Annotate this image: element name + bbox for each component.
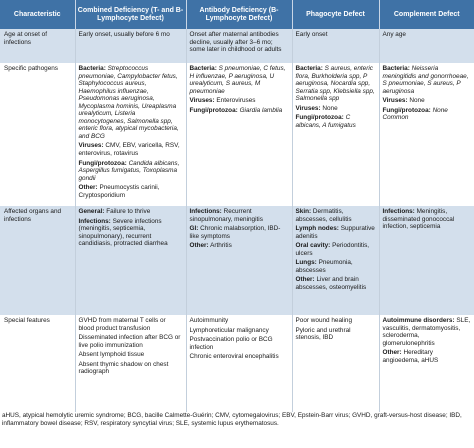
cell-paragraph-text: Meningitis, disseminated gonococcal infection, septicemia — [382, 208, 455, 231]
row-special-features-antibody-deficiency-cell — [186, 315, 292, 412]
table-footnote: aHUS, atypical hemolytic uremic syndrome; BCG, bacille Calmette-Guérin; CMV, cytomegalovirus; EBV, Epstein-Barr virus; GVHD, graft-versus-host disease; IBD, inflammatory bowel disease; RSV, respiratory syncytial virus; SLE, systemic lupus erythematosus. — [2, 412, 462, 427]
cell-paragraph-text: Chronic malabsorption, IBD-like symptoms — [189, 225, 281, 240]
cell-paragraph — [296, 65, 376, 103]
cell-paragraph — [296, 276, 376, 291]
cell-paragraph-label: Skin: — [295, 208, 312, 215]
row-affected-organs-combined-deficiency-cell — [75, 206, 186, 315]
cell-paragraph-label: Fungi/protozoa: — [189, 106, 238, 114]
cell-paragraph — [296, 31, 376, 39]
table-row — [0, 206, 474, 315]
cell-paragraph-text: CMV, EBV, varicella, RSV, enterovirus, rotavirus — [78, 142, 180, 158]
cell-paragraph — [190, 225, 289, 240]
cell-paragraph-label: Bacteria: — [78, 65, 106, 72]
cell-paragraph — [79, 65, 183, 140]
cell-paragraph-text: Onset after maternal antibodies decline, usually after 3–6 mo; some later in childhood or adults — [189, 31, 282, 54]
cell-paragraph-text: Periodontitis, ulcers — [295, 242, 370, 257]
cell-paragraph-text: Absent thymic shadow on chest radiograph — [78, 360, 169, 376]
cell-paragraph-text: None — [409, 97, 425, 105]
column-header-phagocyte-defect: Phagocyte Defect — [292, 0, 379, 29]
cell-paragraph — [79, 160, 183, 183]
row-specific-pathogens-combined-deficiency-cell — [75, 63, 186, 206]
cell-paragraph — [296, 242, 376, 257]
cell-paragraph-label: Infections: — [78, 217, 111, 225]
cell-paragraph — [296, 317, 376, 325]
cell-paragraph-label: GI: — [189, 225, 199, 233]
cell-paragraph-text: None — [322, 104, 338, 112]
cell-paragraph-text: Disseminated infection after BCG or live polio immunization — [78, 334, 181, 349]
cell-paragraph — [79, 351, 183, 359]
cell-paragraph-text: Poor wound healing — [295, 317, 352, 324]
cell-paragraph — [383, 97, 472, 105]
cell-paragraph — [190, 327, 289, 335]
cell-paragraph — [383, 349, 472, 364]
cell-paragraph — [296, 114, 376, 129]
cell-paragraph-text: Hereditary angioedema, aHUS — [382, 349, 439, 364]
cell-paragraph — [79, 317, 183, 332]
cell-paragraph — [190, 31, 289, 54]
cell-paragraph-label: Other: — [382, 349, 402, 357]
cell-paragraph-text: Candida albicans, Aspergillus fumigatus, Toxoplasma gondii — [78, 159, 180, 182]
cell-paragraph-text: Lymphoreticular malignancy — [189, 326, 269, 334]
cell-paragraph — [79, 184, 183, 199]
cell-paragraph-label: Infections: — [189, 208, 222, 215]
cell-paragraph-text: Pneumocystis carinii, Cryptosporidium — [78, 184, 160, 199]
row-age-at-onset-combined-deficiency-cell — [75, 29, 186, 63]
row-specific-pathogens-complement-defect-cell — [379, 63, 474, 206]
cell-paragraph — [79, 218, 183, 248]
cell-paragraph-text: Failure to thrive — [106, 208, 151, 215]
cell-paragraph-label: Bacteria: — [189, 65, 217, 72]
cell-paragraph — [383, 31, 472, 39]
cell-paragraph-text: Giardia lamblia — [239, 106, 283, 114]
cell-paragraph — [79, 334, 183, 349]
cell-paragraph-text: Streptococcus pneumoniae, Campylobacter fetus, Staphylococcus aureus, Haemophilus influenzae, Pseudomonas aeruginosa, Mycoplasma hominis, Ureaplasma urealyticum, Listeria monocytogenes, Salmonella spp, enteric flora, atypical mycobacteria, and BCG — [78, 65, 179, 140]
row-age-at-onset-phagocyte-defect-cell — [292, 29, 379, 63]
row-special-features-combined-deficiency-cell — [75, 315, 186, 412]
row-affected-organs-label: Affected organs and infections — [0, 206, 75, 315]
row-age-at-onset-complement-defect-cell — [379, 29, 474, 63]
cell-paragraph — [383, 317, 472, 347]
row-specific-pathogens-label: Specific pathogens — [0, 63, 75, 206]
table-row — [0, 63, 474, 206]
cell-paragraph — [383, 65, 472, 95]
cell-paragraph-label: Autoimmune disorders: — [382, 317, 455, 324]
cell-paragraph-text: Absent lymphoid tissue — [78, 351, 145, 359]
table-row — [0, 29, 474, 63]
column-header-complement-defect: Complement Defect — [379, 0, 474, 29]
cell-paragraph — [296, 225, 376, 240]
cell-paragraph-text: Autoimmunity — [189, 317, 229, 324]
row-affected-organs-complement-defect-cell — [379, 206, 474, 315]
row-age-at-onset-antibody-deficiency-cell — [186, 29, 292, 63]
cell-paragraph-label: Fungi/protozoa: — [382, 106, 431, 114]
row-specific-pathogens-phagocyte-defect-cell — [292, 63, 379, 206]
row-special-features-complement-defect-cell — [379, 315, 474, 412]
cell-paragraph-text: Early onset, usually before 6 mo — [78, 31, 170, 38]
cell-paragraph-label: Infections: — [382, 208, 415, 215]
table-header-row — [0, 0, 474, 29]
cell-paragraph-label: Fungi/protozoa: — [78, 159, 127, 167]
cell-paragraph — [296, 105, 376, 113]
cell-paragraph-text: Neisseria meningitidis and gonorrhoeae, S pneumoniae, S aureus, P aeruginosa — [382, 65, 469, 95]
cell-paragraph-label: Lungs: — [295, 259, 317, 267]
cell-paragraph — [296, 208, 376, 223]
cell-paragraph-text: Severe infections (meningitis, septicemia, sinopulmonary), recurrent candidiasis, protracted diarrhea — [78, 217, 168, 248]
column-header-antibody-deficiency: Antibody Deficiency (B-Lymphocyte Defect) — [186, 0, 292, 29]
cell-paragraph — [79, 142, 183, 157]
cell-paragraph-text: Pyloric and urethral stenosis, IBD — [295, 326, 351, 342]
row-specific-pathogens-antibody-deficiency-cell — [186, 63, 292, 206]
cell-paragraph — [383, 208, 472, 231]
cell-paragraph — [383, 107, 472, 122]
cell-paragraph-text: Any age — [382, 31, 406, 38]
cell-paragraph-text: Enteroviruses — [216, 97, 256, 105]
column-header-combined-deficiency: Combined Deficiency (T- and B-Lymphocyte Defect) — [75, 0, 186, 29]
cell-paragraph-text: Recurrent sinopulmonary, meningitis — [189, 208, 263, 223]
cell-paragraph — [190, 107, 289, 115]
cell-paragraph-text: SLE, vasculitis, dermatomyositis, scleroderma, glomerulonephritis — [382, 317, 471, 347]
cell-paragraph — [79, 208, 183, 216]
cell-paragraph — [190, 97, 289, 105]
row-affected-organs-antibody-deficiency-cell — [186, 206, 292, 315]
cell-paragraph-label: General: — [78, 208, 105, 215]
cell-paragraph-text: Suppurative adenitis — [295, 225, 375, 240]
cell-paragraph-label: Other: — [189, 242, 209, 250]
cell-paragraph — [296, 259, 376, 274]
cell-paragraph-text: Dermatitis, abscesses, cellulitis — [295, 208, 352, 223]
cell-paragraph-text: Postvaccination polio or BCG infection — [189, 336, 273, 351]
row-age-at-onset-label: Age at onset of infections — [0, 29, 75, 63]
cell-paragraph-text: Chronic enteroviral encephalitis — [189, 353, 279, 361]
cell-paragraph — [190, 317, 289, 325]
cell-paragraph-text: S aureus, enteric flora, Burkholderia spp, P aeruginosa, Nocardia spp, Serratia spp, Klebsiella spp, Salmonella spp — [295, 65, 375, 103]
cell-paragraph-label: Lymph nodes: — [295, 225, 339, 233]
cell-paragraph-text: Pneumonia, abscesses — [295, 259, 353, 274]
cell-paragraph-label: Other: — [78, 184, 98, 192]
cell-paragraph — [190, 242, 289, 250]
row-affected-organs-phagocyte-defect-cell — [292, 206, 379, 315]
cell-paragraph-label: Bacteria: — [295, 65, 323, 72]
cell-paragraph-label: Viruses: — [189, 97, 215, 105]
cell-paragraph-label: Viruses: — [382, 97, 408, 105]
column-header-characteristic: Characteristic — [0, 0, 75, 29]
cell-paragraph — [296, 327, 376, 342]
cell-paragraph-label: Viruses: — [295, 104, 321, 112]
cell-paragraph — [190, 65, 289, 95]
cell-paragraph-label: Other: — [295, 276, 315, 284]
row-special-features-phagocyte-defect-cell — [292, 315, 379, 412]
table-row — [0, 315, 474, 412]
cell-paragraph-text: Liver and brain abscesses, osteomyelitis — [295, 276, 367, 291]
cell-paragraph-text: None Common — [382, 106, 448, 122]
cell-paragraph-text: C albicans, A fumigatus — [295, 114, 356, 129]
cell-paragraph — [190, 353, 289, 361]
cell-paragraph-text: Early onset — [295, 31, 328, 38]
cell-paragraph — [79, 361, 183, 376]
cell-paragraph-label: Viruses: — [78, 142, 104, 150]
cell-paragraph — [190, 208, 289, 223]
cell-paragraph-text: GVHD from maternal T cells or blood product transfusion — [78, 317, 166, 332]
row-special-features-label: Special features — [0, 315, 75, 412]
cell-paragraph-text: Arthritis — [210, 242, 232, 250]
cell-paragraph — [190, 336, 289, 351]
cell-paragraph-label: Oral cavity: — [295, 242, 331, 250]
cell-paragraph-label: Fungi/protozoa: — [295, 114, 344, 122]
cell-paragraph-label: Bacteria: — [382, 65, 410, 72]
cell-paragraph — [79, 31, 183, 39]
cell-paragraph-text: S pneumoniae, C fetus, H influenzae, P aeruginosa, U urealyticum, S aureus, M pneumoniae — [189, 65, 286, 95]
